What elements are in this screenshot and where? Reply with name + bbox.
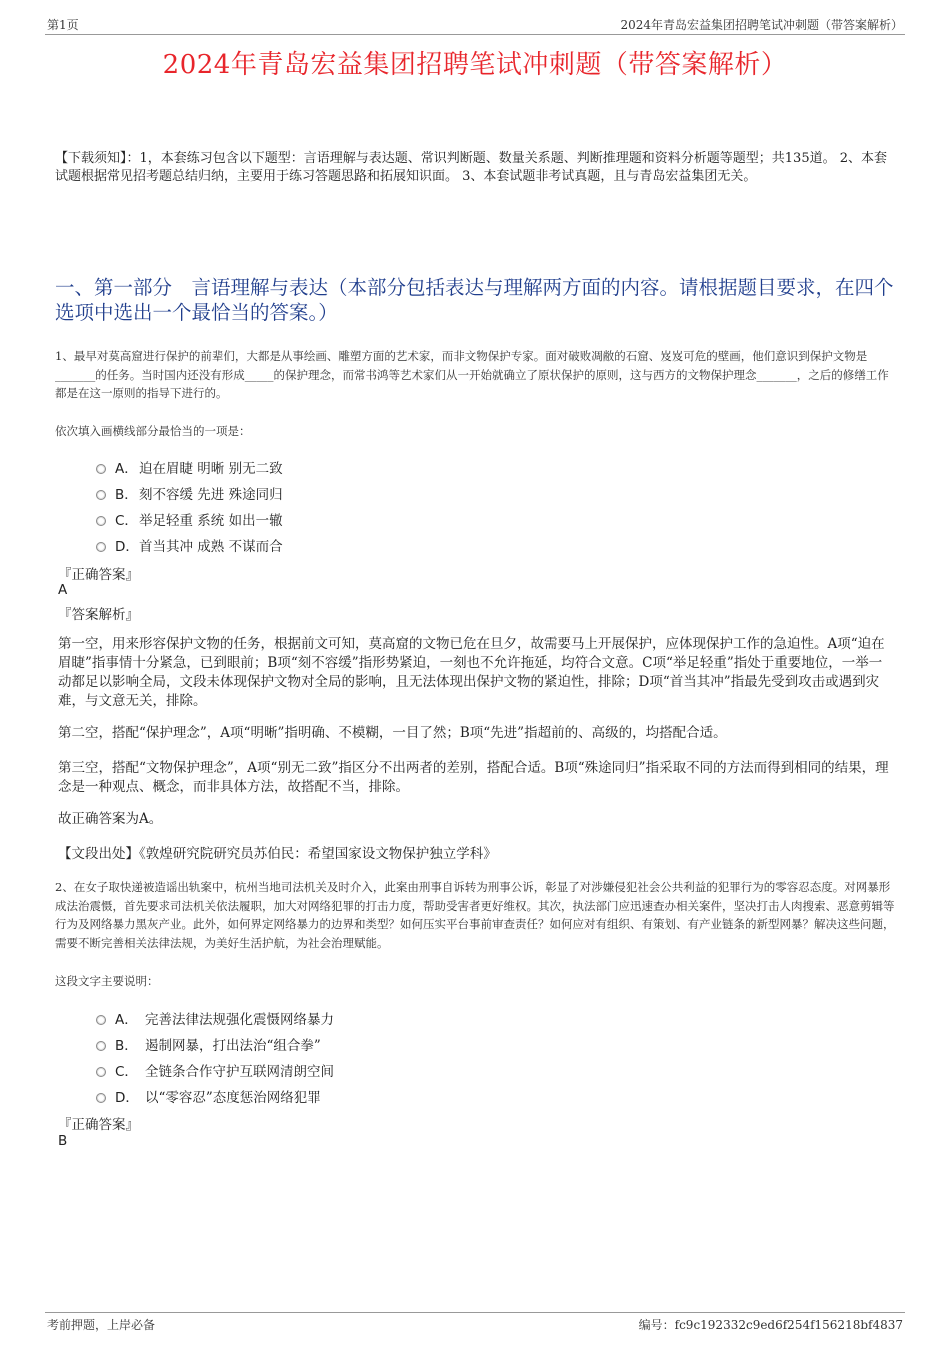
radio-icon[interactable] <box>96 464 106 474</box>
section-title: 一、第一部分 言语理解与表达（本部分包括表达与理解两方面的内容。请根据题目要求，在四个选项中选出一个最恰当的答案。） <box>55 276 894 324</box>
header-doc-name: 2024年青岛宏益集团招聘笔试冲刺题（带答案解析） <box>620 18 903 32</box>
page-number: 第1页 <box>47 18 79 32</box>
analysis-conclusion: 故正确答案为A。 <box>58 811 163 827</box>
radio-icon[interactable] <box>96 1093 106 1103</box>
analysis-paragraph: 第一空，用来形容保护文物的任务，根据前文可知，莫高窟的文物已危在旦夕，故需要马上开展保护，应体现保护工作的急迫性。A项“迫在眉睫”指事情十分紧急，已到眼前；B项“刻不容缓”指形势紧迫，一刻也不允许拖延，均符合文意。C项“举足轻重”指处于重要地位，一举一动都足以影响全局，文段未体现保护文物对全局的影响，且无法体现出保护文物的紧迫性，排除；D项“首当其冲”指最先受到攻击或遇到灾难，与文意无关，排除。 <box>58 636 885 709</box>
radio-icon[interactable] <box>96 1067 106 1077</box>
page-header <box>45 14 905 35</box>
correct-answer: B <box>58 1133 68 1149</box>
radio-icon[interactable] <box>96 1041 106 1051</box>
question-2-prompt: 这段文字主要说明： <box>55 974 159 988</box>
radio-icon[interactable] <box>96 490 106 500</box>
correct-answer-label: 『正确答案』 <box>58 1117 139 1133</box>
analysis-label: 『答案解析』 <box>58 607 139 623</box>
option-c[interactable]: C． 全链条合作守护互联网清朗空间 <box>96 1060 334 1080</box>
radio-icon[interactable] <box>96 542 106 552</box>
page-footer <box>45 1312 905 1335</box>
footer-slogan: 考前押题，上岸必备 <box>47 1318 156 1332</box>
option-d[interactable]: D． 以“零容忍”态度惩治网络犯罪 <box>96 1086 321 1106</box>
analysis-paragraph: 第三空，搭配“文物保护理念”，A项“别无二致”指区分不出两者的差别，搭配合适。B项“殊途同归”指采取不同的方法而得到相同的结果，理念是一种观点、概念，而非具体方法，故搭配不当，排除。 <box>58 760 889 795</box>
passage-source: 【文段出处】《敦煌研究院研究员苏伯民：希望国家设文物保护独立学科》 <box>58 846 497 862</box>
option-b[interactable]: B． 遏制网暴，打出法治“组合拳” <box>96 1034 321 1054</box>
analysis-paragraph: 第二空，搭配“保护理念”，A项“明晰”指明确、不模糊，一目了然；B项“先进”指超前的、高级的，均搭配合适。 <box>58 725 727 741</box>
document-title: 2024年青岛宏益集团招聘笔试冲刺题（带答案解析） <box>162 50 788 80</box>
option-c[interactable]: C．举足轻重 系统 如出一辙 <box>96 509 283 529</box>
option-b[interactable]: B．刻不容缓 先进 殊途同归 <box>96 483 283 503</box>
question-2-text: 2、在女子取快递被造谣出轨案中，杭州当地司法机关及时介入，此案由刑事自诉转为刑事公诉，彰显了对涉嫌侵犯社会公共利益的犯罪行为的零容忍态度。对网暴形成法治震慑，首先要求司法机关依法履职，加大对网络犯罪的打击力度，帮助受害者更好维权。其次，执法部门应迅速查办相关案件，坚决打击人肉搜索、恶意剪辑等行为及网络暴力黑灰产业。此外，如何界定网络暴力的边界和类型？如何压实平台事前审查责任？如何应对有组织、有策划、有产业链条的新型网暴？解决这些问题，需要不断完善相关法律法规，为美好生活护航，为社会治理赋能。 <box>55 880 895 950</box>
question-1-prompt: 依次填入画横线部分最恰当的一项是： <box>55 424 251 438</box>
download-notice: 【下载须知】：1，本套练习包含以下题型：言语理解与表达题、常识判断题、数量关系题、判断推理题和资料分析题等题型；共135道。 2、本套试题根据常见招考题总结归纳，主要用于练习答题思路和拓展知识面。 3、本套试题非考试真题，且与青岛宏益集团无关。 <box>55 151 887 184</box>
option-a[interactable]: A．迫在眉睫 明晰 别无二致 <box>96 457 283 477</box>
option-a[interactable]: A． 完善法律法规强化震慑网络暴力 <box>96 1008 334 1028</box>
radio-icon[interactable] <box>96 1015 106 1025</box>
radio-icon[interactable] <box>96 516 106 526</box>
footer-serial: 编号：fc9c192332c9ed6f254f156218bf4837 <box>638 1318 903 1332</box>
correct-answer: A <box>58 582 68 598</box>
option-d[interactable]: D．首当其冲 成熟 不谋而合 <box>96 535 283 555</box>
correct-answer-label: 『正确答案』 <box>58 567 139 583</box>
question-1-text: 1、最早对莫高窟进行保护的前辈们，大都是从事绘画、雕塑方面的艺术家，而非文物保护专家。面对破败凋敝的石窟、岌岌可危的壁画，他们意识到保护文物是_______的任务。当时国内还没有形成_____的保护理念，而常书鸿等艺术家们从一开始就确立了原状保护的原则，这与西方的文物保护理念_______，之后的修缮工作都是在这一原则的指导下进行的。 <box>55 349 889 400</box>
